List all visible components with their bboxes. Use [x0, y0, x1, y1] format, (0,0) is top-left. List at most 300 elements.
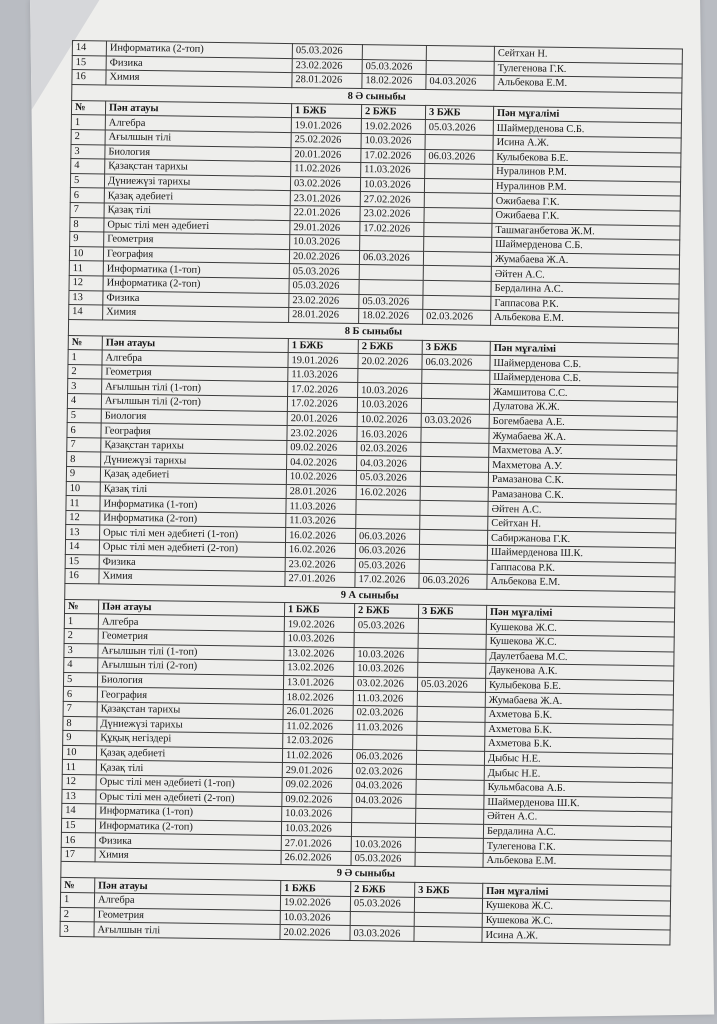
class-title: 8 Ә сыныбы — [72, 84, 682, 109]
bjb-1-date: 16.02.2026 — [285, 543, 355, 559]
subject-name: Геометрия — [94, 908, 280, 925]
subject-name: Қазақ тілі — [104, 203, 290, 220]
bjb-2-date: 17.02.2026 — [355, 573, 419, 588]
bjb-1-date: 20.02.2026 — [289, 249, 359, 265]
bjb-3-date — [416, 794, 484, 810]
subject-name: Ағылшын тілі — [94, 922, 280, 939]
bjb-1-date: 11.03.2026 — [288, 367, 358, 383]
teacher-name: Әйтен А.С. — [491, 267, 679, 284]
bjb-3-date — [417, 692, 485, 708]
bjb-1-date: 23.02.2026 — [285, 557, 355, 573]
header-bjb-2: 2 БЖБ — [361, 104, 425, 119]
bjb-2-date: 20.02.2026 — [358, 354, 422, 369]
subject-name: Информатика (2-топ) — [95, 819, 281, 836]
row-number: 2 — [60, 907, 94, 922]
class-title: 8 Б сыныбы — [68, 319, 678, 344]
bjb-3-date — [425, 134, 493, 150]
subject-name: Қазақ тілі — [96, 760, 282, 777]
bjb-3-date — [415, 823, 483, 839]
bjb-3-date — [417, 736, 485, 752]
bjb-3-date — [420, 471, 488, 487]
subject-name: География — [103, 247, 289, 264]
subject-name: Алгебра — [105, 115, 291, 132]
bjb-1-date: 29.01.2026 — [290, 220, 360, 236]
bjb-3-date — [426, 60, 494, 76]
row-number: 4 — [71, 159, 105, 174]
teacher-name: Ожибаева Г.К. — [492, 194, 680, 211]
subject-name: Дүниежүзі тарихы — [104, 174, 290, 191]
bjb-3-date — [417, 706, 485, 722]
row-number: 17 — [61, 847, 95, 862]
bjb-2-date: 11.03.2026 — [361, 163, 425, 178]
header-number: № — [64, 599, 98, 614]
bjb-1-date: 23.02.2026 — [289, 293, 359, 309]
row-number: 10 — [66, 481, 100, 496]
subject-name: Орыс тілі мен әдебиеті (2-топ) — [99, 540, 285, 557]
header-bjb-3: 3 БЖБ — [415, 883, 483, 899]
bjb-3-date — [421, 398, 489, 414]
bjb-3-date — [414, 897, 482, 913]
header-bjb-2: 2 БЖБ — [358, 339, 422, 354]
row-number: 5 — [63, 672, 97, 687]
bjb-2-date: 10.03.2026 — [357, 398, 421, 413]
bjb-2-date: 10.02.2026 — [357, 412, 421, 427]
bjb-1-date: 09.02.2026 — [287, 440, 357, 456]
bjb-3-date — [424, 178, 492, 194]
bjb-3-date — [423, 295, 491, 311]
bjb-2-date: 05.03.2026 — [350, 897, 414, 912]
subject-name: Қазақ әдебиеті — [96, 746, 282, 763]
row-number: 5 — [70, 173, 104, 188]
subject-name: Физика — [95, 833, 281, 850]
teacher-name: Кулыбекова Б.Е. — [493, 150, 681, 167]
bjb-1-date: 05.03.2026 — [289, 278, 359, 294]
subject-name: Физика — [99, 555, 285, 572]
teacher-name: Жумабаева Ж.А. — [485, 693, 673, 710]
bjb-1-date: 28.01.2026 — [289, 308, 359, 324]
teacher-name: Богембаева А.Е. — [489, 414, 677, 431]
bjb-1-date: 23.02.2026 — [292, 58, 362, 74]
bjb-2-date: 05.03.2026 — [356, 471, 420, 486]
bjb-3-date — [423, 266, 491, 282]
header-teacher: Пән мұғалімі — [483, 884, 671, 901]
row-number: 9 — [63, 731, 97, 746]
teacher-name: Шаймерденова С.Б. — [490, 356, 678, 373]
header-teacher: Пән мұғалімі — [486, 605, 674, 622]
bjb-2-date: 10.03.2026 — [351, 837, 415, 852]
subject-name: Құқық негіздері — [97, 731, 283, 748]
header-subject: Пән атауы — [105, 101, 291, 118]
bjb-2-date: 04.03.2026 — [352, 778, 416, 793]
teacher-name: Шаймерденова С.Б. — [490, 370, 678, 387]
bjb-3-date — [421, 428, 489, 444]
bjb-2-date: 10.03.2026 — [354, 662, 418, 677]
bjb-2-date — [360, 236, 424, 251]
bjb-2-date: 18.02.2026 — [359, 309, 423, 324]
bjb-2-date: 19.02.2026 — [361, 119, 425, 134]
bjb-2-date: 11.03.2026 — [353, 691, 417, 706]
teacher-name: Кульмбасова А.Б. — [484, 780, 672, 797]
bjb-3-date — [416, 765, 484, 781]
schedule-document — [59, 40, 681, 945]
bjb-3-date — [426, 45, 494, 61]
bjb-1-date: 18.02.2026 — [283, 690, 353, 706]
subject-name: Ағылшын тілі (1-топ) — [102, 379, 288, 396]
subject-name: Информатика (2-топ) — [100, 511, 286, 528]
subject-name: Информатика (1-топ) — [100, 496, 286, 513]
subject-name: Ағылшын тілі — [105, 130, 291, 147]
bjb-2-date: 10.03.2026 — [354, 647, 418, 662]
bjb-2-date: 03.02.2026 — [353, 676, 417, 691]
bjb-3-date — [424, 237, 492, 253]
row-number: 8 — [70, 217, 104, 232]
teacher-name: Альбекова Е.М. — [487, 575, 675, 592]
bjb-2-date: 10.03.2026 — [358, 383, 422, 398]
subject-name: Орыс тілі мен әдебиеті (2-топ) — [96, 789, 282, 806]
teacher-name: Нуралинов Р.М. — [492, 179, 680, 196]
bjb-2-date — [353, 735, 417, 750]
subject-name: География — [97, 687, 283, 704]
bjb-2-date: 11.03.2026 — [353, 720, 417, 735]
bjb-3-date — [416, 750, 484, 766]
bjb-1-date: 19.02.2026 — [280, 896, 350, 912]
bjb-3-date — [414, 912, 482, 928]
row-number: 4 — [67, 394, 101, 409]
bjb-3-date — [414, 927, 482, 943]
row-number: 1 — [71, 115, 105, 130]
bjb-1-date: 10.03.2026 — [290, 235, 360, 251]
bjb-1-date: 10.03.2026 — [281, 821, 351, 837]
bjb-2-date: 06.03.2026 — [359, 250, 423, 265]
bjb-2-date: 16.02.2026 — [356, 485, 420, 500]
teacher-name: Ахметова Б.К. — [485, 722, 673, 739]
subject-name: Химия — [106, 70, 292, 87]
bjb-2-date: 16.03.2026 — [357, 427, 421, 442]
subject-name: Химия — [103, 305, 289, 322]
header-bjb-2: 2 БЖБ — [354, 603, 418, 618]
subject-name: Биология — [101, 409, 287, 426]
bjb-3-date — [416, 779, 484, 795]
header-bjb-2: 2 БЖБ — [351, 882, 415, 897]
bjb-2-date — [351, 822, 415, 837]
bjb-1-date: 10.03.2026 — [284, 631, 354, 647]
bjb-2-date: 05.03.2026 — [359, 294, 423, 309]
bjb-3-date — [419, 530, 487, 546]
teacher-name: Сейтхан Н. — [494, 46, 682, 63]
bjb-2-date: 03.03.2026 — [350, 926, 414, 941]
header-teacher: Пән мұғалімі — [490, 341, 678, 358]
subject-name: Қазақстан тарихы — [101, 438, 287, 455]
subject-name: Биология — [97, 673, 283, 690]
bjb-2-date: 23.02.2026 — [360, 206, 424, 221]
row-number: 3 — [68, 379, 102, 394]
row-number: 10 — [69, 246, 103, 261]
teacher-name: Альбекова Е.М. — [491, 310, 679, 327]
bjb-1-date: 11.02.2026 — [291, 162, 361, 178]
row-number: 15 — [65, 554, 99, 569]
teacher-name: Жумабаева Ж.А. — [491, 252, 679, 269]
subject-name: Алгебра — [98, 614, 284, 631]
bjb-3-date — [425, 164, 493, 180]
bjb-2-date: 17.02.2026 — [361, 148, 425, 163]
row-number: 11 — [62, 760, 96, 775]
row-number: 9 — [70, 232, 104, 247]
row-number: 12 — [69, 275, 103, 290]
bjb-3-date — [419, 544, 487, 560]
teacher-name: Әйтен А.С. — [488, 502, 676, 519]
bjb-3-date — [416, 808, 484, 824]
teacher-name: Кушекова Ж.С. — [482, 913, 670, 930]
teacher-name: Махметова А.У. — [489, 458, 677, 475]
teacher-name: Ожибаева Г.К. — [492, 208, 680, 225]
subject-name: Орыс тілі мен әдебиеті (1-топ) — [100, 525, 286, 542]
teacher-name: Дыбыс Н.Е. — [484, 766, 672, 783]
subject-name: Ағылшын тілі (2-топ) — [101, 394, 287, 411]
bjb-1-date: 29.01.2026 — [282, 763, 352, 779]
row-number: 2 — [71, 129, 105, 144]
subject-name: Орыс тілі мен әдебиеті — [104, 217, 290, 234]
header-bjb-1: 1 БЖБ — [291, 103, 361, 119]
bjb-2-date: 05.03.2026 — [362, 59, 426, 74]
bjb-3-date — [420, 515, 488, 531]
row-number: 6 — [70, 188, 104, 203]
teacher-name: Альбекова Е.М. — [483, 853, 671, 870]
row-number: 4 — [64, 658, 98, 673]
bjb-3-date — [415, 838, 483, 854]
bjb-2-date: 06.03.2026 — [352, 749, 416, 764]
subject-name: Қазақ тілі — [100, 482, 286, 499]
teacher-name: Исина А.Ж. — [493, 135, 681, 152]
bjb-1-date: 20.01.2026 — [287, 411, 357, 427]
teacher-name: Ахметова Б.К. — [485, 736, 673, 753]
bjb-3-date — [423, 251, 491, 267]
bjb-2-date: 17.02.2026 — [360, 221, 424, 236]
bjb-1-date: 26.01.2026 — [283, 704, 353, 720]
subject-name: Қазақ әдебиеті — [104, 188, 290, 205]
header-subject: Пән атауы — [98, 600, 284, 617]
teacher-name: Махметова А.У. — [489, 443, 677, 460]
bjb-2-date: 04.03.2026 — [352, 793, 416, 808]
subject-name: Ағылшын тілі (1-топ) — [98, 643, 284, 660]
teacher-name: Гаппасова Р.К. — [491, 296, 679, 313]
row-number: 6 — [67, 423, 101, 438]
bjb-1-date: 26.02.2026 — [281, 850, 351, 866]
bjb-1-date: 20.01.2026 — [291, 147, 361, 163]
bjb-1-date: 27.01.2026 — [281, 836, 351, 852]
teacher-name: Дыбыс Н.Е. — [484, 751, 672, 768]
row-number: 7 — [67, 437, 101, 452]
subject-name: Информатика (1-топ) — [96, 804, 282, 821]
teacher-name: Рамазанова С.К. — [488, 487, 676, 504]
bjb-3-date — [420, 486, 488, 502]
row-number: 14 — [69, 305, 103, 320]
bjb-2-date: 06.03.2026 — [355, 529, 419, 544]
header-bjb-3: 3 БЖБ — [422, 340, 490, 356]
header-number: № — [71, 100, 105, 115]
row-number: 16 — [72, 70, 106, 85]
header-subject: Пән атауы — [95, 878, 281, 895]
bjb-1-date: 12.03.2026 — [283, 734, 353, 750]
teacher-name: Тулегенова Г.К. — [494, 61, 682, 78]
subject-name: Геометрия — [98, 629, 284, 646]
bjb-3-date — [424, 207, 492, 223]
bjb-1-date: 22.01.2026 — [290, 206, 360, 222]
bjb-2-date: 06.03.2026 — [355, 544, 419, 559]
teacher-name: Альбекова Е.М. — [494, 76, 682, 93]
teacher-name: Гаппасова Р.К. — [487, 560, 675, 577]
bjb-2-date: 05.03.2026 — [351, 851, 415, 866]
row-number: 2 — [68, 364, 102, 379]
bjb-1-date: 04.02.2026 — [287, 455, 357, 471]
subject-name: Геометрия — [102, 365, 288, 382]
bjb-1-date: 11.03.2026 — [286, 499, 356, 515]
row-number: 6 — [63, 687, 97, 702]
teacher-name: Ташмаганбетова Ж.М. — [492, 223, 680, 240]
bjb-2-date: 02.03.2026 — [353, 705, 417, 720]
subject-name: Информатика (2-топ) — [103, 276, 289, 293]
bjb-3-date: 03.03.2026 — [421, 413, 489, 429]
bjb-1-date: 10.03.2026 — [280, 910, 350, 926]
row-number: 1 — [60, 892, 94, 907]
class-title: 9 А сыныбы — [65, 583, 675, 608]
subject-name: Биология — [105, 145, 291, 162]
header-subject: Пән атауы — [102, 336, 288, 353]
bjb-3-date — [423, 280, 491, 296]
bjb-1-date: 11.02.2026 — [282, 748, 352, 764]
bjb-1-date: 25.02.2026 — [291, 133, 361, 149]
row-number: 5 — [67, 408, 101, 423]
bjb-2-date — [358, 368, 422, 383]
bjb-2-date: 10.03.2026 — [360, 177, 424, 192]
subject-name: Информатика (1-топ) — [103, 261, 289, 278]
subject-name: Дүниежүзі тарихы — [97, 716, 283, 733]
header-number: № — [61, 878, 95, 893]
header-bjb-1: 1 БЖБ — [281, 881, 351, 897]
row-number: 13 — [62, 789, 96, 804]
bjb-1-date: 11.02.2026 — [283, 719, 353, 735]
bjb-2-date: 04.03.2026 — [357, 456, 421, 471]
subject-name: Физика — [106, 56, 292, 73]
bjb-1-date: 28.01.2026 — [292, 73, 362, 89]
subject-name: Физика — [103, 290, 289, 307]
bjb-3-date — [418, 633, 486, 649]
bjb-1-date: 19.02.2026 — [284, 617, 354, 633]
bjb-1-date: 13.01.2026 — [283, 675, 353, 691]
subject-name: Химия — [99, 569, 285, 586]
bjb-1-date: 19.01.2026 — [288, 353, 358, 369]
bjb-2-date: 05.03.2026 — [355, 558, 419, 573]
subject-name: Геометрия — [104, 232, 290, 249]
bjb-2-date — [350, 911, 414, 926]
bjb-3-date: 06.03.2026 — [422, 355, 490, 371]
subject-name: Қазақстан тарихы — [105, 159, 291, 176]
row-number: 2 — [64, 628, 98, 643]
subject-name: Қазақстан тарихы — [97, 702, 283, 719]
bjb-1-date: 05.03.2026 — [289, 264, 359, 280]
teacher-name: Бердалина А.С. — [491, 281, 679, 298]
teacher-name: Даулетбаева М.С. — [486, 649, 674, 666]
bjb-1-date: 23.01.2026 — [290, 191, 360, 207]
row-number: 8 — [63, 716, 97, 731]
schedule-table — [59, 40, 682, 945]
bjb-1-date: 10.02.2026 — [286, 470, 356, 486]
bjb-1-date: 23.02.2026 — [287, 426, 357, 442]
bjb-3-date — [421, 442, 489, 458]
bjb-3-date: 06.03.2026 — [419, 574, 487, 590]
teacher-name: Кулыбекова Б.Е. — [485, 678, 673, 695]
row-number: 1 — [64, 614, 98, 629]
bjb-2-date: 02.03.2026 — [352, 764, 416, 779]
row-number: 12 — [66, 510, 100, 525]
row-number: 13 — [66, 525, 100, 540]
subject-name: Қазақ әдебиеті — [100, 467, 286, 484]
bjb-2-date: 05.03.2026 — [354, 618, 418, 633]
row-number: 7 — [70, 202, 104, 217]
bjb-3-date — [424, 193, 492, 209]
row-number: 14 — [72, 41, 106, 56]
row-number: 3 — [60, 922, 94, 937]
row-number: 14 — [62, 804, 96, 819]
header-bjb-1: 1 БЖБ — [284, 602, 354, 618]
row-number: 16 — [65, 569, 99, 584]
bjb-1-date: 19.01.2026 — [291, 118, 361, 134]
bjb-1-date: 10.03.2026 — [282, 807, 352, 823]
teacher-name: Кушекова Ж.С. — [482, 898, 670, 915]
bjb-1-date: 13.02.2026 — [284, 661, 354, 677]
bjb-3-date: 05.03.2026 — [417, 677, 485, 693]
teacher-name: Кушекова Ж.С. — [486, 620, 674, 637]
row-number: 3 — [71, 144, 105, 159]
subject-name: Информатика (2-топ) — [106, 41, 292, 58]
row-number: 8 — [67, 452, 101, 467]
teacher-name: Исина А.Ж. — [482, 928, 670, 945]
teacher-name: Дулатова Ж.Ж. — [489, 399, 677, 416]
teacher-name: Даукенова А.К. — [486, 663, 674, 680]
row-number: 12 — [62, 774, 96, 789]
teacher-name: Ахметова Б.К. — [485, 707, 673, 724]
bjb-1-date: 20.02.2026 — [280, 925, 350, 941]
subject-name: Алгебра — [94, 893, 280, 910]
teacher-name: Нуралинов Р.М. — [493, 165, 681, 182]
bjb-2-date — [359, 265, 423, 280]
header-bjb-1: 1 БЖБ — [288, 338, 358, 354]
teacher-name: Шаймерденова Ш.К. — [484, 795, 672, 812]
bjb-2-date — [352, 808, 416, 823]
header-bjb-3: 3 БЖБ — [425, 105, 493, 121]
subject-name: Химия — [95, 848, 281, 865]
bjb-3-date — [422, 384, 490, 400]
bjb-3-date: 06.03.2026 — [425, 149, 493, 165]
row-number: 14 — [65, 539, 99, 554]
header-bjb-3: 3 БЖБ — [418, 604, 486, 620]
row-number: 11 — [66, 496, 100, 511]
row-number: 3 — [64, 643, 98, 658]
bjb-2-date — [356, 514, 420, 529]
bjb-2-date: 10.03.2026 — [361, 134, 425, 149]
bjb-1-date: 13.02.2026 — [284, 646, 354, 662]
row-number: 16 — [61, 833, 95, 848]
bjb-3-date — [418, 663, 486, 679]
bjb-1-date: 27.01.2026 — [285, 572, 355, 588]
teacher-name: Бердалина А.С. — [483, 824, 671, 841]
bjb-3-date — [418, 648, 486, 664]
row-number: 1 — [68, 350, 102, 365]
bjb-2-date — [359, 279, 423, 294]
teacher-name: Жамшитова С.С. — [490, 385, 678, 402]
teacher-name: Шаймерденова Ш.К. — [487, 545, 675, 562]
teacher-name: Сейтхан Н. — [488, 516, 676, 533]
bjb-2-date — [354, 632, 418, 647]
